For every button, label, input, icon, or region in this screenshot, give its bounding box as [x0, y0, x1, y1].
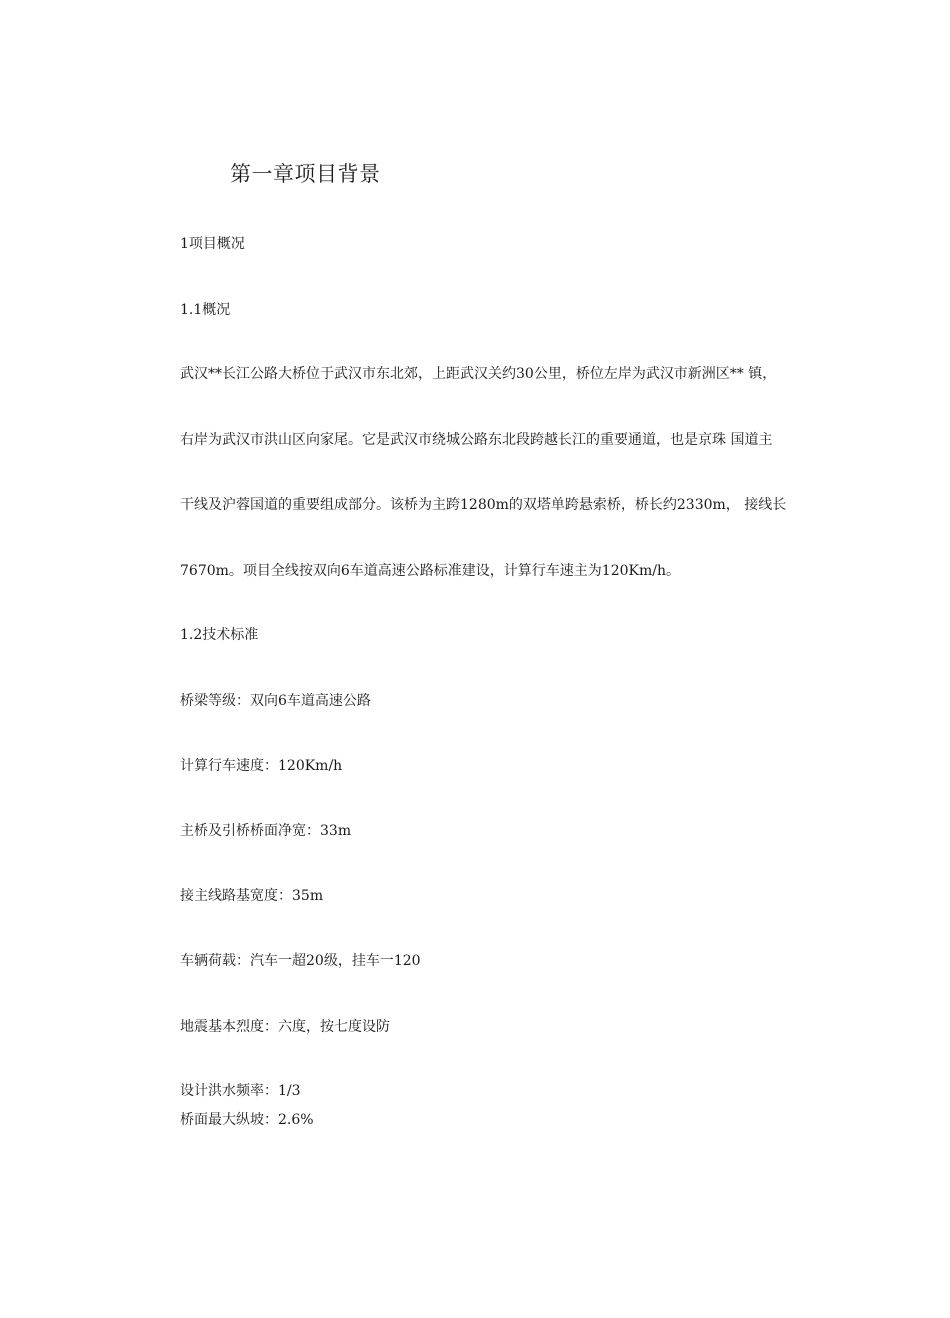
standard-item: 主桥及引桥桥面净宽：33m	[180, 823, 352, 839]
overview-paragraph-line: 干线及沪蓉国道的重要组成部分。该桥为主跨1280m的双塔单跨悬索桥，桥长约2330m， 接线长	[180, 497, 787, 513]
subsection-heading-technical-standards: 1.2技术标准	[180, 627, 259, 643]
standard-item: 接主线路基宽度：35m	[180, 888, 324, 904]
section-heading-project-overview: 1项目概况	[180, 236, 245, 252]
overview-paragraph-line: 右岸为武汉市洪山区向家尾。它是武汉市绕城公路东北段跨越长江的重要通道，也是京珠 国道主	[180, 432, 773, 448]
overview-paragraph-line: 7670m。项目全线按双向6车道高速公路标准建设，计算行车速主为120Km/h。	[180, 563, 680, 579]
standard-item: 桥面最大纵坡：2.6%	[180, 1112, 314, 1128]
standard-item: 计算行车速度：120Km/h	[180, 758, 343, 774]
standard-item: 桥梁等级：双向6车道高速公路	[180, 693, 371, 709]
standard-item: 设计洪水频率：1/3	[180, 1083, 301, 1099]
standard-item: 地震基本烈度：六度，按七度设防	[180, 1019, 390, 1035]
standard-item: 车辆荷载：汽车一超20级，挂车一120	[180, 953, 421, 969]
overview-paragraph-line: 武汉**长江公路大桥位于武汉市东北郊，上距武汉关约30公里，桥位左岸为武汉市新洲区** 镇，	[180, 366, 777, 382]
subsection-heading-overview: 1.1概况	[180, 302, 231, 318]
chapter-title: 第一章项目背景	[230, 162, 381, 186]
